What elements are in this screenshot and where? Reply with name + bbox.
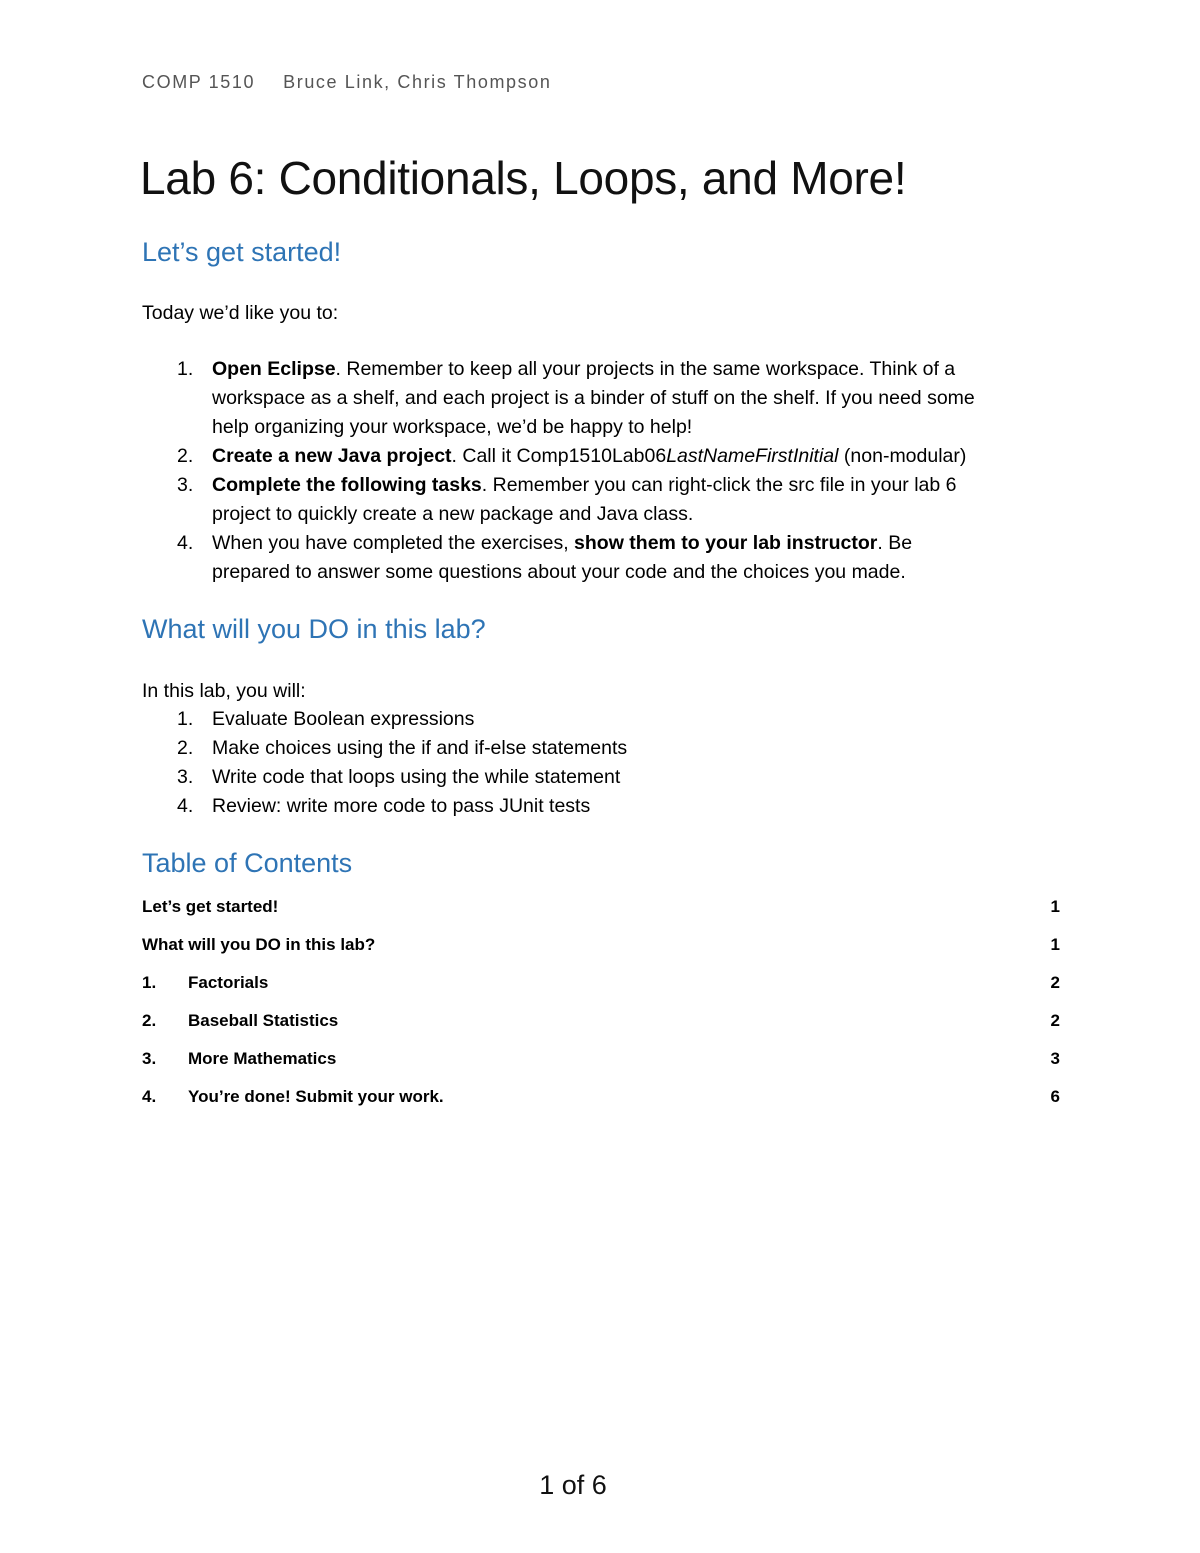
objective-text: Review: write more code to pass JUnit tests bbox=[212, 795, 591, 817]
task-item-show-instructor bbox=[142, 529, 1072, 587]
toc-entry-get-started[interactable] bbox=[142, 892, 1060, 930]
toc-heading: Table of Contents bbox=[142, 848, 353, 878]
task-text: . Call it Comp1510Lab06 bbox=[451, 445, 667, 467]
toc-entry-page: 1 bbox=[1050, 935, 1060, 954]
toc-entry-baseball-statistics[interactable] bbox=[142, 1006, 1060, 1044]
objective-item bbox=[142, 705, 1072, 734]
objective-item bbox=[142, 734, 1072, 763]
task-italic-text: LastNameFirstInitial bbox=[666, 445, 839, 467]
task-text: . Be bbox=[877, 532, 913, 554]
toc-entry-factorials[interactable] bbox=[142, 968, 1060, 1006]
task-text: project to quickly create a new package and Java class. bbox=[212, 503, 694, 525]
toc-entry-label: Baseball Statistics bbox=[188, 1011, 339, 1030]
toc-entry-page: 6 bbox=[1050, 1087, 1060, 1106]
page-header bbox=[142, 72, 552, 93]
list-number: 1. bbox=[177, 358, 194, 380]
author-names: Bruce Link, Chris Thompson bbox=[283, 72, 552, 92]
toc-entry-label: Factorials bbox=[188, 973, 269, 992]
task-bold-text: show them to your lab instructor bbox=[574, 532, 878, 554]
toc-entry-label: More Mathematics bbox=[188, 1049, 337, 1068]
task-list bbox=[142, 355, 1072, 587]
page-indicator: 1 of 6 bbox=[539, 1470, 607, 1500]
toc-entry-page: 1 bbox=[1050, 897, 1060, 916]
toc-entry-label: Let’s get started! bbox=[142, 897, 279, 916]
objective-text: Evaluate Boolean expressions bbox=[212, 708, 475, 730]
toc-entry-number: 2. bbox=[142, 1011, 157, 1030]
toc-entry-page: 2 bbox=[1050, 973, 1060, 992]
toc-entry-number: 4. bbox=[142, 1087, 157, 1106]
task-text: . Remember you can right-click the src file in your lab 6 bbox=[481, 474, 957, 496]
task-text: . Remember to keep all your projects in the same workspace. Think of a bbox=[335, 358, 956, 380]
intro-text-today: Today we’d like you to: bbox=[142, 302, 339, 324]
list-number: 3. bbox=[177, 766, 194, 788]
course-code: COMP 1510 bbox=[142, 72, 256, 92]
task-bold-text: Open Eclipse bbox=[212, 358, 336, 380]
intro-text-in-this-lab: In this lab, you will: bbox=[142, 680, 306, 702]
task-text: When you have completed the exercises, bbox=[212, 532, 575, 554]
objective-text: Make choices using the if and if-else statements bbox=[212, 737, 628, 759]
task-text: (non-modular) bbox=[838, 445, 967, 467]
toc-entry-page: 2 bbox=[1050, 1011, 1060, 1030]
list-number: 4. bbox=[177, 795, 194, 817]
list-number: 2. bbox=[177, 445, 194, 467]
task-item-complete-tasks bbox=[142, 471, 1072, 529]
list-number: 3. bbox=[177, 474, 194, 496]
section-heading-get-started: Let’s get started! bbox=[142, 237, 342, 267]
objectives-list bbox=[142, 705, 1072, 821]
toc-entry-number: 1. bbox=[142, 973, 157, 992]
objective-item bbox=[142, 763, 1072, 792]
toc-entry-label: What will you DO in this lab? bbox=[142, 935, 376, 954]
toc-entry-page: 3 bbox=[1050, 1049, 1060, 1068]
task-bold-text: Complete the following tasks bbox=[212, 474, 482, 496]
task-item-open-eclipse bbox=[142, 355, 1072, 442]
task-item-create-project bbox=[142, 442, 1072, 471]
list-number: 4. bbox=[177, 532, 194, 554]
page-title: Lab 6: Conditionals, Loops, and More! bbox=[140, 152, 907, 204]
objective-text: Write code that loops using the while statement bbox=[212, 766, 621, 788]
table-of-contents bbox=[142, 892, 1060, 1120]
toc-entry-number: 3. bbox=[142, 1049, 157, 1068]
page-footer bbox=[0, 1470, 1146, 1501]
task-text: help organizing your workspace, we’d be happy to help! bbox=[212, 416, 693, 438]
task-text: prepared to answer some questions about your code and the choices you made. bbox=[212, 561, 906, 583]
section-heading-what-will-you-do: What will you DO in this lab? bbox=[142, 614, 486, 644]
toc-entry-more-mathematics[interactable] bbox=[142, 1044, 1060, 1082]
list-number: 2. bbox=[177, 737, 194, 759]
toc-entry-submit-work[interactable] bbox=[142, 1082, 1060, 1120]
toc-entry-what-will-you-do[interactable] bbox=[142, 930, 1060, 968]
task-text: workspace as a shelf, and each project is a binder of stuff on the shelf. If you need some bbox=[212, 387, 975, 409]
list-number: 1. bbox=[177, 708, 194, 730]
toc-entry-label: You’re done! Submit your work. bbox=[188, 1087, 444, 1106]
task-bold-text: Create a new Java project bbox=[212, 445, 452, 467]
objective-item bbox=[142, 792, 1072, 821]
